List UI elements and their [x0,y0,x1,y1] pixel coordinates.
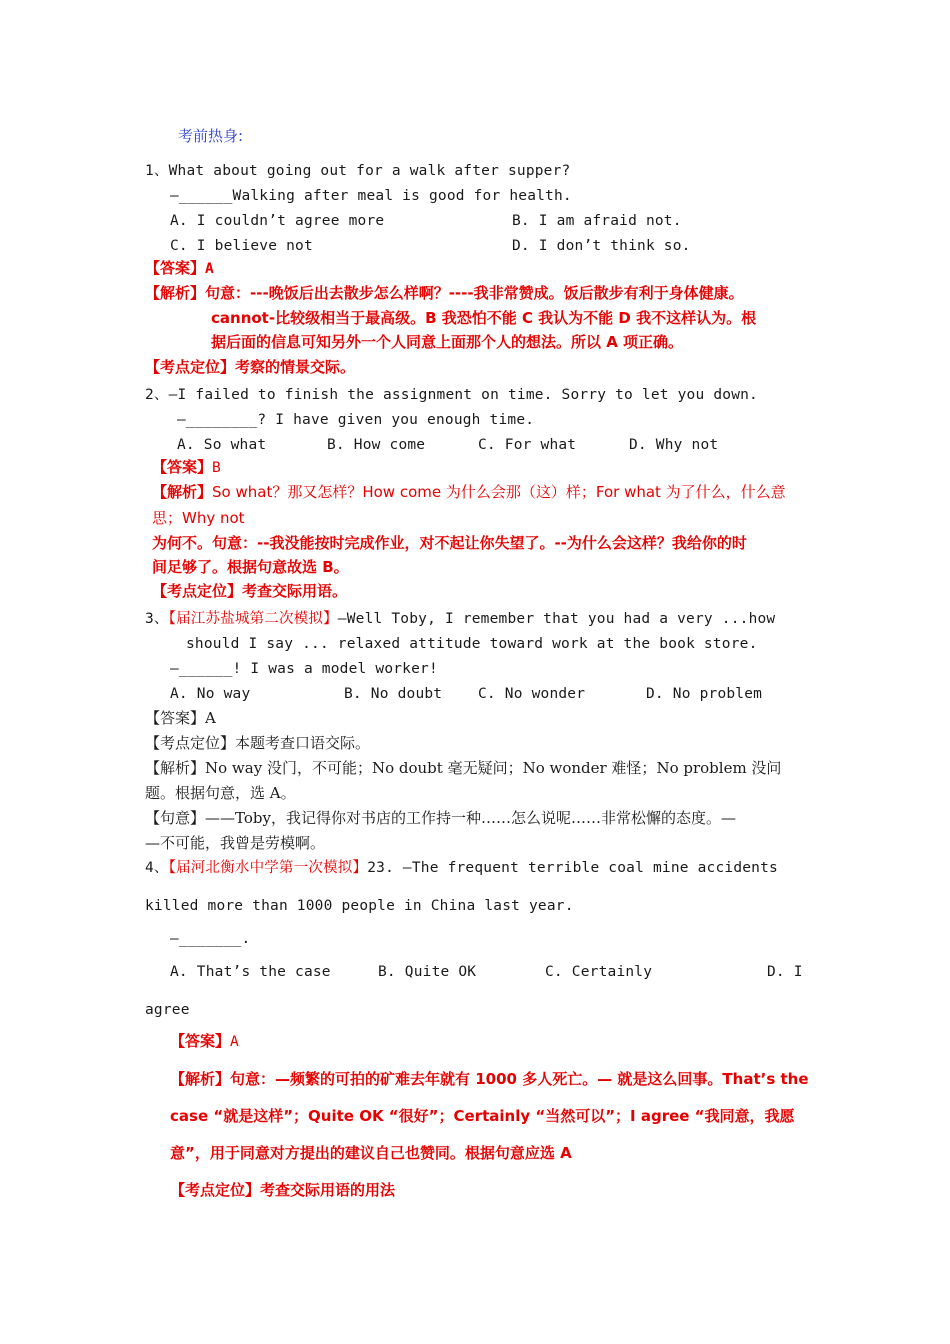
q4-answer-tag: 【答案】 [170,1032,231,1050]
q4-source: 【届河北衡水中学第一次模拟】 [168,860,368,876]
q4-option-b: B. Quite OK [378,964,477,980]
q4-prompt: —_______. [170,931,251,947]
q4-number: 4、 [145,860,169,876]
q3-number: 3、 [145,611,169,627]
q1-option-b: B. I am afraid not. [512,213,682,229]
q1-option-c: C. I believe not [170,238,313,254]
q2-prompt: —________? I have given you enough time. [177,412,535,428]
q4-point-tag: 【考点定位】 [170,1181,261,1199]
q2-option-b: B. How come [327,437,426,453]
q2-answer [152,457,221,478]
q2-analysis-tag: 【解析】 [152,483,213,501]
q3-answer: 【答案】A [145,709,216,727]
q2-point-tag: 【考点定位】 [152,582,243,600]
q1-option-a: A. I couldn’t agree more [170,213,385,229]
q2-point [152,581,347,601]
q1-analysis-tag: 【解析】 [145,284,206,302]
q3-option-a: A. No way [170,686,251,702]
q4-point [170,1180,395,1200]
q3-stem-text-1: —Well Toby, I remember that you had a very ...how [337,611,776,627]
q3-option-b: B. No doubt [344,686,443,702]
q4-analysis-text-1: 句意：—频繁的可拍的矿难去年就有 1000 多人死亡。— 就是这么回事。That’s the [230,1070,809,1088]
q2-answer-tag: 【答案】 [152,458,213,476]
q2-analysis-line-2: 思；Why not [152,509,245,527]
q2-option-a: A. So what [177,437,267,453]
q3-stem-line-1 [145,609,775,629]
q1-answer-value: A [205,261,214,277]
q4-analysis-line-2: case “就是这样”；Quite OK “很好”；Certainly “当然可以”；I agree “我同意，我愿 [170,1107,795,1125]
q4-answer-value: A [230,1034,239,1050]
warmup-title: 考前热身: [178,127,244,145]
q3-point: 【考点定位】本题考查口语交际。 [145,734,371,752]
q1-answer [145,258,214,279]
q1-analysis-line-3: 据后面的信息可知另外一个人同意上面那个人的想法。所以 A 项正确。 [211,333,684,351]
q1-point-text: 考察的情景交际。 [235,358,356,376]
q4-point-text: 考查交际用语的用法 [260,1181,396,1199]
q3-option-d: D. No problem [646,686,763,702]
q3-meaning-line-1: 【句意】——Toby，我记得你对书店的工作持一种……怎么说呢……非常松懈的态度。— [145,809,736,827]
q4-option-c: C. Certainly [545,964,653,980]
q2-answer-value: B [212,460,221,476]
q3-prompt: —______! I was a model worker! [170,661,438,677]
q3-stem-line-2: should I say ... relaxed attitude toward work at the book store. [186,636,758,652]
q1-point-tag: 【考点定位】 [145,358,236,376]
q2-analysis-line-1 [152,482,786,502]
q4-stem-line-2: killed more than 1000 people in China last year. [145,898,574,914]
q2-point-text: 考查交际用语。 [242,582,348,600]
q1-stem: 1、What about going out for a walk after supper? [145,163,571,179]
q1-prompt: —______Walking after meal is good for health. [170,188,572,204]
q1-point [145,357,355,377]
q4-analysis-line-1 [170,1069,809,1089]
q4-option-a: A. That’s the case [170,964,331,980]
q3-source: 【届江苏盐城第二次模拟】 [168,611,338,627]
q3-meaning-line-2: —不可能，我曾是劳模啊。 [145,834,326,852]
q4-answer [170,1031,239,1052]
q4-option-d-continued: agree [145,1002,190,1018]
q3-option-c: C. No wonder [478,686,586,702]
q4-option-d: D. I [767,964,803,980]
q2-option-c: C. For what [478,437,577,453]
q2-analysis-line-4: 间足够了。根据句意故选 B。 [152,558,349,576]
q2-analysis-line-3: 为何不。句意：--我没能按时完成作业，对不起让你失望了。--为什么会这样？我给你的时 [152,534,747,552]
q1-option-d: D. I don’t think so. [512,238,691,254]
q4-stem-line-1 [145,858,778,878]
q2-option-d: D. Why not [629,437,719,453]
q1-answer-tag: 【答案】 [145,259,206,277]
q4-analysis-tag: 【解析】 [170,1070,231,1088]
q3-analysis-line-1: 【解析】No way 没门，不可能；No doubt 毫无疑问；No wonder 难怪；No problem 没问 [145,759,782,777]
q2-analysis-text-1: So what？那又怎样？How come 为什么会那（这）样；For what 为了什么，什么意 [212,483,786,501]
q4-stem-text-1: 23. —The frequent terrible coal mine accidents [367,860,778,876]
q1-analysis-line-1 [145,283,744,303]
q4-analysis-line-3: 意”，用于同意对方提出的建议自己也赞同。根据句意应选 A [170,1144,572,1162]
q1-analysis-text-1: 句意：---晚饭后出去散步怎么样啊？----我非常赞成。饭后散步有利于身体健康。 [205,284,744,302]
q1-analysis-line-2: cannot-比较级相当于最高级。B 我恐怕不能 C 我认为不能 D 我不这样认为。根 [211,309,757,327]
q2-stem: 2、—I failed to finish the assignment on time. Sorry to let you down. [145,387,758,403]
q3-analysis-line-2: 题。根据句意，选 A。 [145,784,296,802]
